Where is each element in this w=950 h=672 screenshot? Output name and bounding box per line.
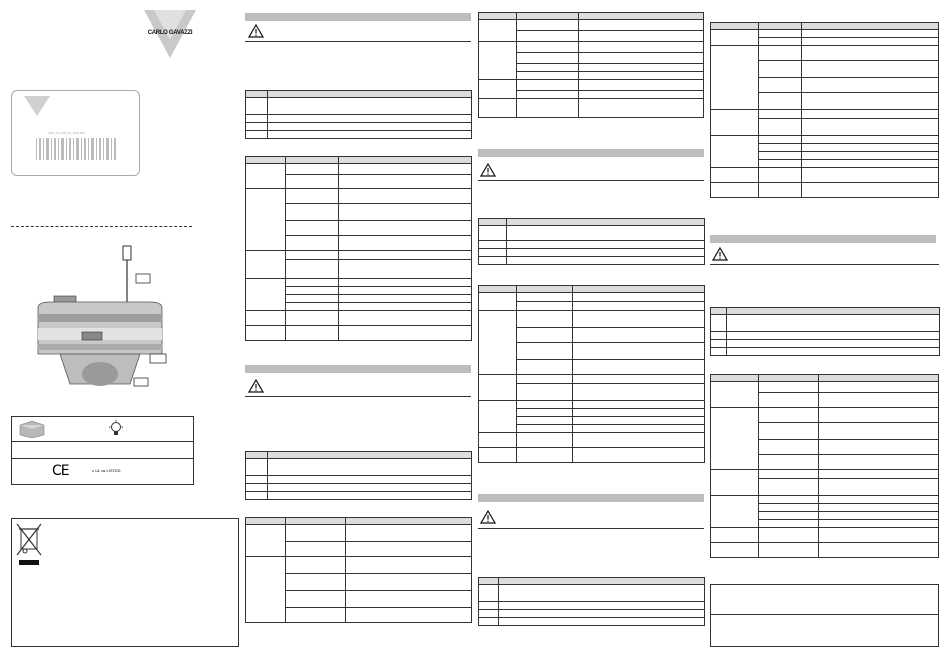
- weee-disposal-box: [11, 518, 239, 647]
- barcode-icon: [36, 138, 116, 160]
- dashed-separator: [11, 226, 192, 227]
- section-rule: [245, 396, 471, 397]
- spec-table: [245, 156, 472, 341]
- warning-icon: [712, 247, 728, 261]
- spec-table: [710, 22, 939, 198]
- label-logo-icon: [22, 96, 52, 118]
- section-header-bar: [245, 365, 471, 373]
- section-header-bar: [478, 149, 704, 157]
- section-rule: [710, 264, 939, 265]
- spec-table: [478, 577, 705, 626]
- section-header-bar: [478, 494, 704, 502]
- spec-table: [478, 12, 704, 118]
- brand-logo-text: CARLO GAVAZZI: [147, 30, 193, 36]
- weee-bin-icon: [16, 523, 42, 567]
- spec-table: [245, 90, 472, 139]
- ul-listed-mark: c UL us LISTED: [92, 468, 121, 473]
- ce-mark: CE: [52, 463, 69, 479]
- spec-table: [710, 307, 940, 356]
- warning-icon: [480, 510, 496, 524]
- warning-icon: [248, 379, 264, 393]
- section-rule: [478, 180, 704, 181]
- spec-table: [245, 451, 472, 500]
- lightbulb-icon: [108, 420, 124, 438]
- warning-icon: [480, 163, 496, 177]
- product-label-card: [11, 90, 140, 176]
- spec-table: [710, 374, 939, 558]
- product-drawing: [30, 244, 180, 394]
- section-header-bar: [245, 13, 471, 21]
- warning-icon: [248, 24, 264, 38]
- spec-table: [478, 285, 705, 463]
- label-part-text: TEX_CS_MR_32_SNS-B64: [48, 131, 86, 135]
- package-info-box: [11, 416, 194, 485]
- section-header-bar: [710, 235, 936, 243]
- section-rule: [245, 41, 471, 42]
- spec-table: [478, 218, 705, 265]
- section-rule: [478, 528, 704, 529]
- spec-table: [245, 517, 472, 623]
- package-box-icon: [18, 420, 46, 438]
- footer-box: [710, 584, 939, 647]
